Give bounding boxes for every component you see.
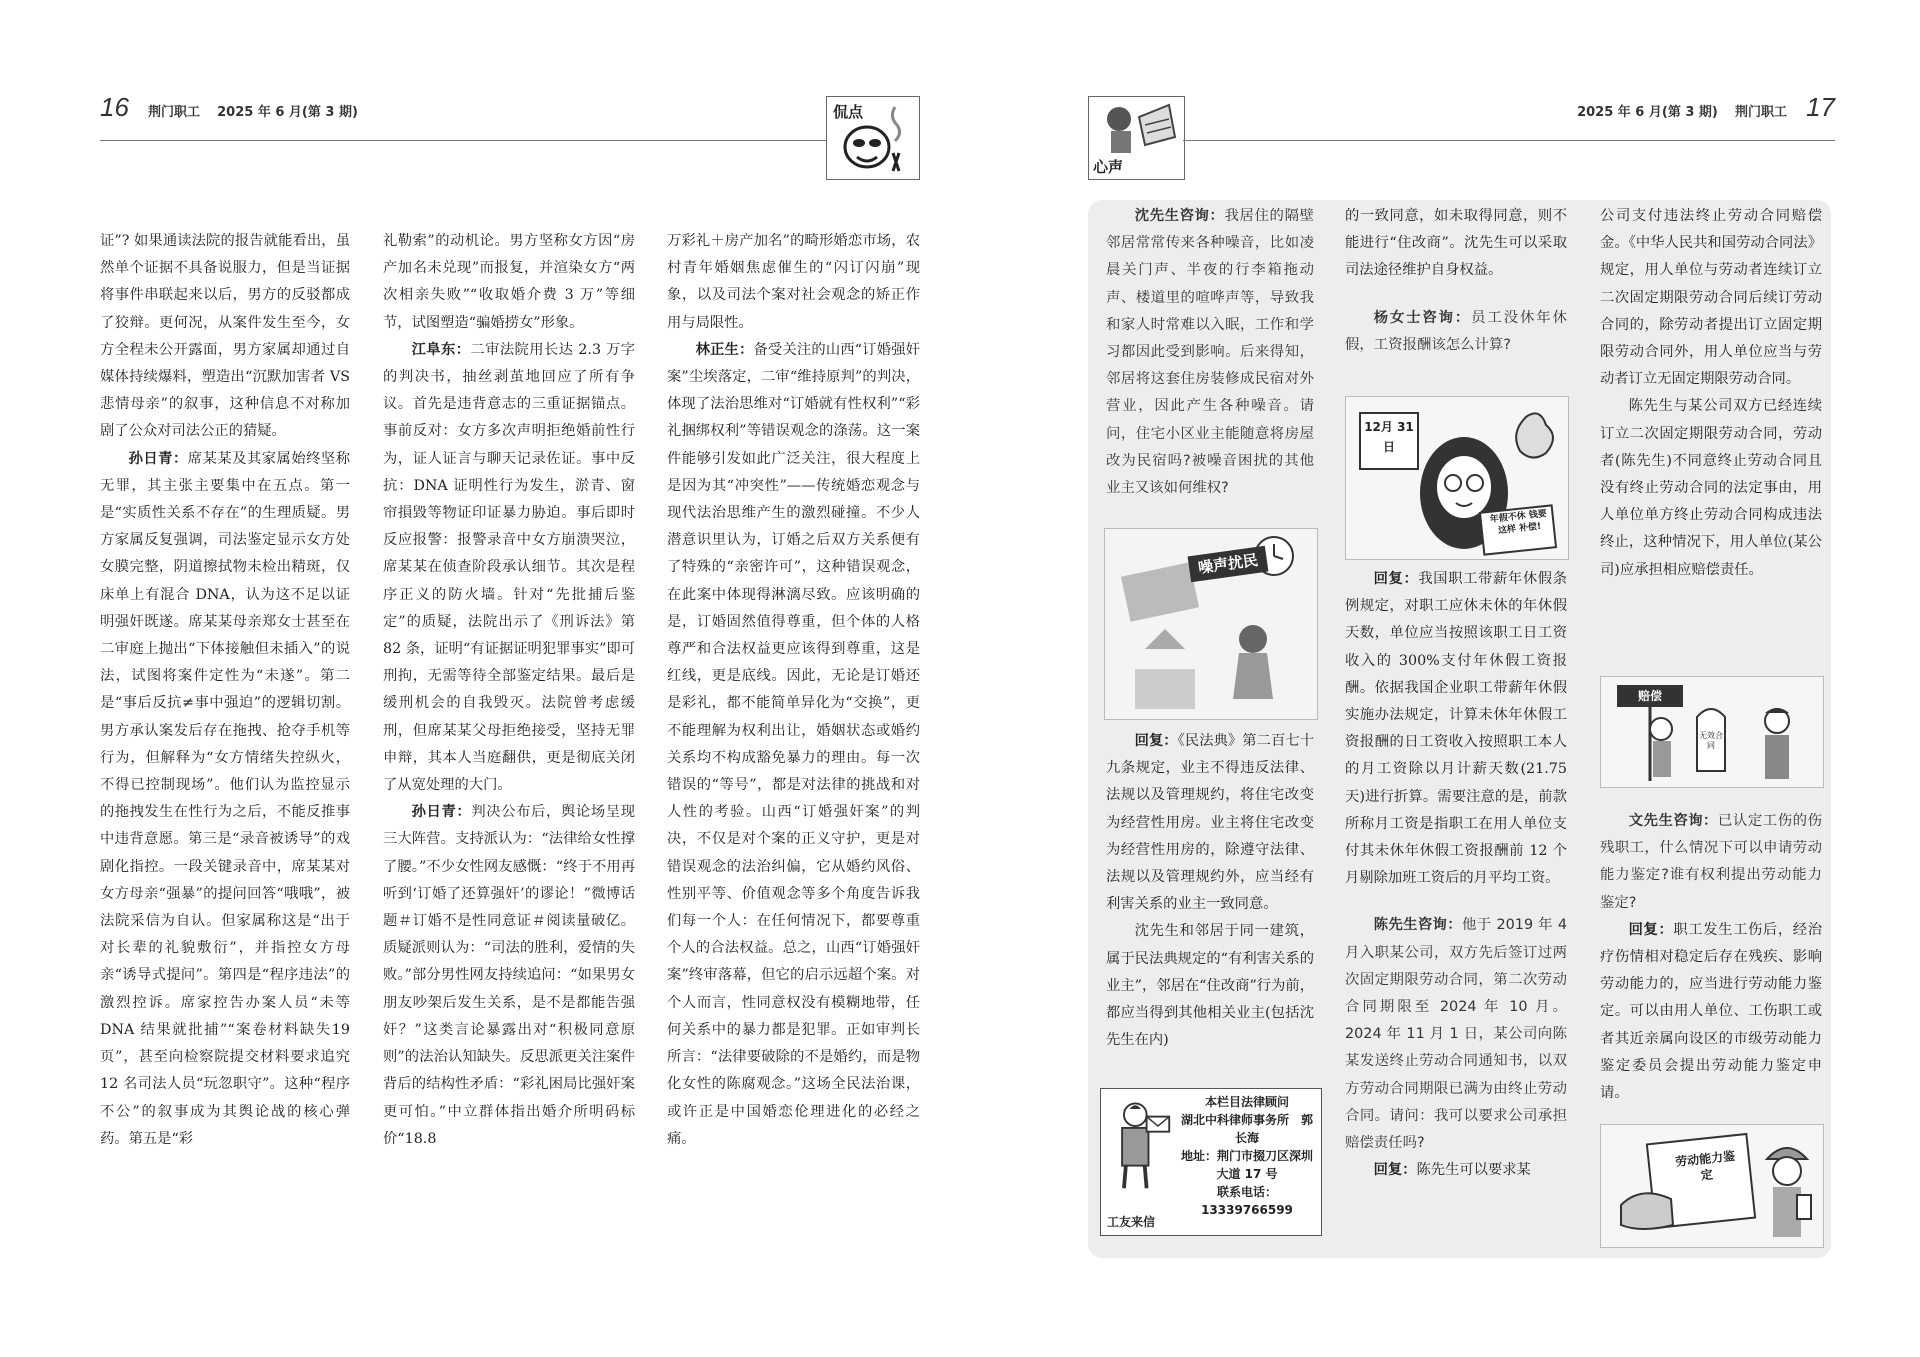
left-column-2 bbox=[383, 228, 635, 1153]
left-magazine-name: 荆门职工 bbox=[148, 105, 201, 120]
talking-face-icon bbox=[827, 97, 919, 179]
left-col1-para-2: 孙日青：席某某及其家属始终坚称无罪，其主张主要集中在五点。第一是“实质性关系不存在”的生理质疑。男方家属反复强调，司法鉴定显示女方处女膜完整，阴道擦拭物未检出精斑，仅床单上有混合 DNA，认为这不足以证明强奸既遂。席某某母亲郑女士甚至在二审庭上抛出“下体接触但未插入”的说法，试图将案件定性为“未遂”。第二是“事后反抗≠事中强迫”的逻辑切割。男方承认案发后存在拖拽、抢夺手机等行为，但解释为“女方情绪失控纵火，不得已控制现场”。他们认为监控显示的拖拽发生在性行为之后，不能反推事中违背意愿。第三是“录音被诱导”的戏剧化指控。一段关键录音中，席某某对女方母亲“强暴”的提问回答“哦哦”，被法院采信为自认。但家属称这是“出于对长辈的礼貌敷衍”，并指控女方母亲“诱导式提问”。第四是“程序违法”的激烈控诉。席家控告办案人员“未等DNA 结果就批捕”“案卷材料缺失19 页”，甚至向检察院提交材料要求追究 12 名司法人员“玩忽职守”。这种“程序不公”的叙事成为其舆论战的核心弹药。第五是“彩 bbox=[100, 450, 351, 1147]
left-col3-para-2: 林正生：备受关注的山西“订婚强奸案”尘埃落定，二审“维持原判”的判决，体现了法治思维对“订婚就有性权利”“彩礼捆绑权利”等错误观念的涤荡。这一案件能够引发如此广泛关注，很大程度上是因为其“冲突性”——传统婚恋观念与现代法治思维产生的激烈碰撞。不少人潜意识里认为，订婚之后双方关系便有了特殊的“亲密许可”，这种错误观念，在此案中体现得淋漓尽致。应该明确的是，订婚固然值得尊重，但个体的人格尊严和合法权益更应该得到尊重，这是红线，更是底线。因此，无论是订婚还是彩礼，都不能简单异化为“交换”，更不能理解为权利出让，婚姻状态或婚约关系均不构成豁免暴力的理由。每一次错误的“等号”，都是对法律的挑战和对人性的考验。山西“订婚强奸案”的判决，不仅是对个案的正义守护，更是对错误观念的法治纠偏，它从婚约风俗、性别平等、价值观念等多个角度告诉我们每一个人：在任何情况下，都要尊重个人的合法权益。总之，山西“订婚强奸案”终审落幕，但它的启示远超个案。对个人而言，性同意权没有模糊地带，任何关系中的暴力都是犯罪。正如审判长所言：“法律要破除的不是婚约，而是物化女性的陈腐观念。”这场全民法治课，或许正是中国婚恋伦理进化的必经之痛。 bbox=[667, 341, 921, 1147]
right-issue: 2025 年 6 月(第 3 期) bbox=[1577, 105, 1718, 120]
right-column-1-question bbox=[1106, 203, 1314, 502]
right-column-2-top bbox=[1345, 203, 1567, 359]
chen-answer-continued: 公司支付违法终止劳动合同赔偿金。《中华人民共和国劳动合同法》规定，用人单位与劳动者连续订立二次固定期限劳动合同后续订劳动合同的，除劳动者提出订立固定期限劳动合同外，用人单位应当与劳动者订立无固定期限劳动合同。 bbox=[1600, 208, 1822, 388]
left-header bbox=[100, 92, 358, 120]
shen-answer-para-2: 沈先生和邻居于同一建筑，属于民法典规定的“有利害关系的业主”，邻居在“住改商”行为前，都应当得到其他相关业主(包括沈先生在内) bbox=[1106, 923, 1314, 1049]
yang-question: 杨女士咨询：员工没休年休假，工资报酬该怎么计算? bbox=[1345, 309, 1567, 353]
right-header bbox=[1577, 92, 1835, 120]
xinsheng-logo bbox=[1088, 96, 1185, 180]
shen-question: 沈先生咨询：我居住的隔壁邻居常常传来各种噪音，比如凌晨关门声、半夜的行李箱拖动声、楼道里的喧哗声等，导致我和家人时常难以入眠，工作和学习都因此受到影响。后来得知，邻居将这套住房装修成民宿对外营业，因此产生各种噪音。请问，住宅小区业主能随意将房屋改为民宿吗?被噪音困扰的其他业主又该如何维权? bbox=[1106, 208, 1314, 497]
law-box-phone-label: 联系电话： bbox=[1216, 1185, 1277, 1199]
yang-answer: 回复：我国职工带薪年休假条例规定，对职工应休未休的年休假天数，单位应当按照该职工日工资收入的 300%支付年休假工资报酬。依据我国企业职工带薪年休假实施办法规定，计算未休年休假工资报酬的日工资收入按照职工本人的月工资除以月计薪天数(21.75 天)进行折算。需要注意的是，前款所称月工资是指职工在用人单位支付其未休年休假工资报酬前 12 个月剔除加班工资后的月平均工资。 bbox=[1345, 571, 1568, 887]
noise-illustration bbox=[1104, 528, 1318, 720]
right-magazine-name: 荆门职工 bbox=[1734, 105, 1787, 120]
leave-note-text: 年假不休 钱要这样 补偿! bbox=[1489, 509, 1548, 537]
wen-answer: 回复：职工发生工伤后，经治疗伤情相对稳定后存在残疾、影响劳动能力的，应当进行劳动能力鉴定。可以由用人单位、工伤职工或者其近亲属向设区的市级劳动能力鉴定委员会提出劳动能力鉴定申请。 bbox=[1600, 921, 1823, 1102]
col2-continuation: 的一致同意，如未取得同意，则不能进行“住改商”。沈先生可以采取司法途径维护自身权益。 bbox=[1345, 208, 1567, 279]
left-col3-para-1: 万彩礼＋房产加名”的畸形婚恋市场，农村青年婚姻焦虑催生的“闪订闪崩”现象，以及司法个案对社会观念的矫正作用与局限性。 bbox=[667, 233, 920, 331]
xinsheng-logo-text: 心声 bbox=[1093, 158, 1124, 176]
law-box-address: 地址：荆门市掇刀区深圳大道 17 号 bbox=[1180, 1149, 1313, 1181]
left-header-rule bbox=[100, 140, 920, 141]
right-page-number: 17 bbox=[1806, 92, 1835, 122]
chen-question: 陈先生咨询：他于 2019 年 4 月入职某公司，双方先后签订过两次固定期限劳动合同，第二次劳动合同期限至 2024 年 10 月。2024 年 11 月 1 日，某公司向陈某发送终止劳动合同通知书，以双方劳动合同期限已满为由终止劳动合同。请问：我可以要求公司承担赔偿责任吗? bbox=[1345, 917, 1567, 1152]
left-col2-para-2: 江阜东：二审法院用长达 2.3 万字的判决书，抽丝剥茧地回应了所有争议。首先是违背意志的三重证据锚点。事前反对：女方多次声明拒绝婚前性行为，证人证言与聊天记录佐证。事中反抗：DNA 证明性行为发生，淤青、窗帘損毀等物证印证暴力胁迫。事后即时反应报警：报警录音中女方崩溃哭泣，席某某在侦查阶段承认细节。其次是程序正义的防火墙。针对“先批捕后鉴定”的质疑，法院出示了《刑诉法》第 82 条，证明“有证据证明犯罪事实”即可刑拘，无需等待全部鉴定结果。最后是缓刑机会的自我毁灭。法院曾考虑缓刑，但席某某父母拒绝接受，坚持无罪申辩，其本人当庭翻供，更是彻底关闭了从宽处理的大门。 bbox=[383, 341, 636, 794]
shen-answer-para-1: 回复：《民法典》第二百七十九条规定，业主不得违反法律、法规以及管理规约，将住宅改变为经营性用房。业主将住宅改变为经营性用房的，除遵守法律、法规以及管理规约外，应当经有利害关系的业主一致同意。 bbox=[1106, 733, 1314, 913]
work-ability-illustration bbox=[1600, 1124, 1824, 1248]
right-column-1-answer bbox=[1106, 728, 1314, 1054]
right-column-3-bottom bbox=[1600, 808, 1822, 1107]
left-col2-para-3: 孙日青：判决公布后，舆论场呈现三大阵营。支持派认为：“法律给女性撑了腰。”不少女性网友感慨：“终于不用再听到‘订婚了还算强奸’的谬论！”微博话题＃订婚不是性同意证＃阅读量破亿。质疑派则认为：“司法的胜利，爱情的失败。”部分男性网友持续追问：“如果男女朋友吵架后发生关系，是不是都能告强奸？”这类言论暴露出对“积极同意原则”的法治认知缺失。反思派更关注案件背后的结构性矛盾：“彩礼困局比强奸案更可怕。”中立群体指出婚介所明码标价“18.8 bbox=[383, 804, 636, 1147]
law-box-firm: 湖北中科律师事务所 郭长海 bbox=[1180, 1113, 1313, 1145]
work-ability-doc-text: 劳动能力鉴定 bbox=[1674, 1148, 1736, 1183]
kandian-logo-text: 侃点 bbox=[833, 103, 864, 121]
law-box-title: 本栏目法律顾问 bbox=[1204, 1095, 1289, 1109]
left-page-number: 16 bbox=[100, 92, 129, 122]
noise-tag: 噪声扰民 bbox=[1197, 550, 1260, 578]
kandian-logo bbox=[826, 96, 920, 180]
chen-answer-para-2: 陈先生与某公司双方已经连续订立二次固定期限劳动合同，劳动者(陈先生)不同意终止劳动合同且没有终止劳动合同的法定事由，用人单位单方终止劳动合同构成违法终止，这种情况下，用人单位(某公司)应承担相应赔偿责任。 bbox=[1600, 398, 1822, 578]
law-box-phone: 13339766599 bbox=[1201, 1203, 1293, 1217]
right-column-3-top bbox=[1600, 203, 1822, 584]
compensation-illustration bbox=[1600, 676, 1824, 788]
right-column-2-answer bbox=[1345, 566, 1567, 1184]
left-col2-para-1: 礼勒索”的动机论。男方坚称女方因“房产加名未兑现”而报复，并渲染女方“两次相亲失败”“收取婚介费 3 万”等细节，试图塑造“骗婚捞女”形象。 bbox=[383, 233, 635, 331]
law-box-caption: 工友来信 bbox=[1107, 1215, 1156, 1229]
left-issue: 2025 年 6 月(第 3 期) bbox=[217, 105, 358, 120]
left-col1-para-1: 证”? 如果通读法院的报告就能看出，虽然单个证据不具备说服力，但是当证据将事件串联起来以后，男方的反驳都成了狡辩。更何况，从案件发生至今，女方全程未公开露面，男方家属却通过自媒体持续爆料，塑造出“沉默加害者 VS 悲情母亲”的叙事，这种信息不对称加剧了公众对司法公正的猜疑。 bbox=[100, 233, 350, 440]
right-header-rule bbox=[1183, 140, 1835, 141]
wen-question: 文先生咨询：已认定工伤的伤残职工，什么情况下可以申请劳动能力鉴定?谁有权利提出劳动能力鉴定? bbox=[1600, 813, 1822, 911]
work-ability-image bbox=[1601, 1125, 1823, 1247]
compensation-sign-text: 赔偿 bbox=[1637, 689, 1662, 703]
annual-leave-illustration bbox=[1345, 396, 1569, 560]
left-column-3 bbox=[667, 228, 920, 1153]
worker-letter-icon bbox=[1107, 1095, 1173, 1191]
left-column-1 bbox=[100, 228, 350, 1153]
invalid-contract-text: 无效合同 bbox=[1699, 731, 1723, 750]
law-advisor-box bbox=[1100, 1088, 1322, 1236]
calendar-text: 12月 31日 bbox=[1364, 420, 1414, 454]
chen-answer-start: 回复：陈先生可以要求某 bbox=[1373, 1162, 1531, 1179]
